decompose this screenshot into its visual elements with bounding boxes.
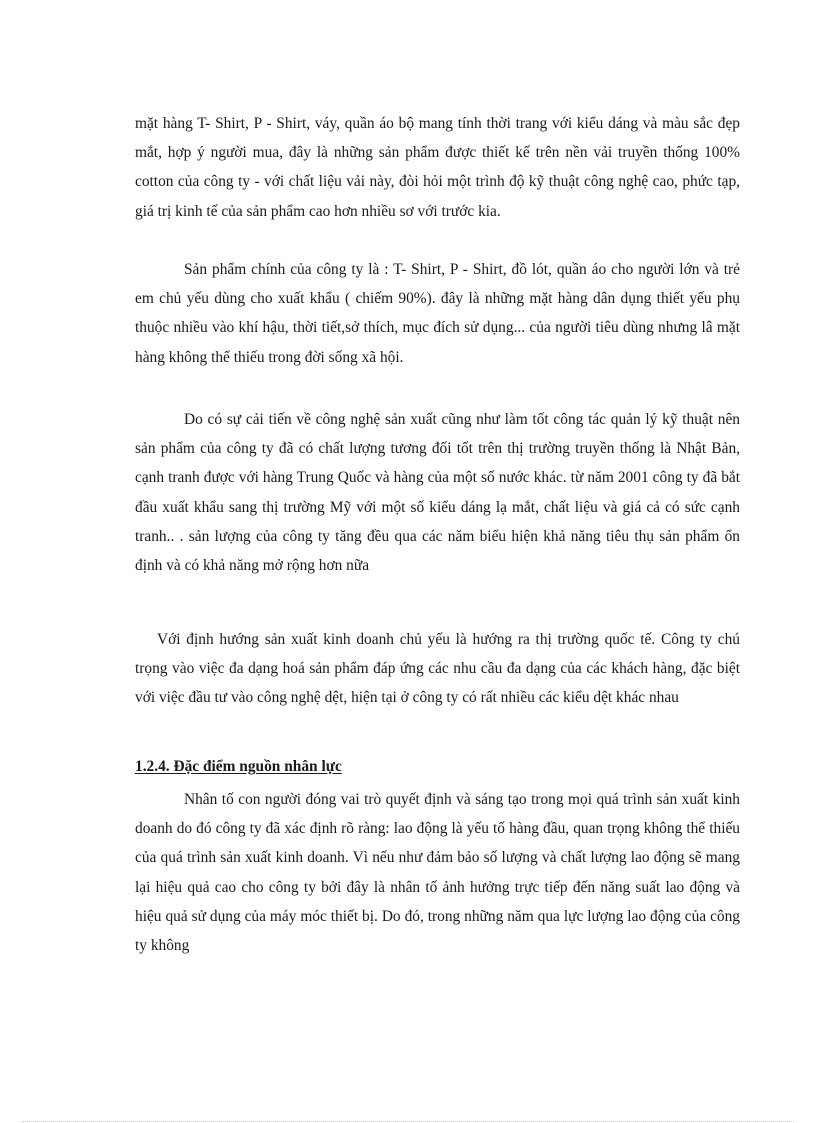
paragraph-text: mặt hàng T- Shirt, P - Shirt, váy, quần áo bộ mang tính thời trang với kiểu dáng và màu sắc đẹp mắt, hợp ý người mua, đây là những sản phẩm được thiết kế trên nền vải truyền thống 100% cotton của công ty - với chất liệu vải này, đòi hỏi một trình độ kỹ thuật công nghệ cao, phức tạp, giá trị kinh tế của sản phẩm cao hơn nhiều sơ với trước kia.	[135, 115, 740, 220]
section-paragraph	[135, 785, 740, 960]
paragraph-text: Nhân tố con người đóng vai trò quyết định và sáng tạo trong mọi quá trình sản xuất kinh doanh do đó công ty đã xác định rõ ràng: lao động là yếu tố hàng đầu, quan trọng không thể thiếu của quá trình sản xuất kinh doanh. Vì nếu như đảm bảo số lượng và chất lượng lao động sẽ mang lại hiệu quả cao cho công ty bởi đây là nhân tố ảnh hưởng trực tiếp đến năng suất lao động và hiệu quả sử dụng của máy móc thiết bị. Do đó, trong những năm qua lực lượng lao động của công ty không	[135, 791, 740, 955]
paragraph-text: Sản phẩm chính của công ty là : T- Shirt, P - Shirt, đồ lót, quần áo cho người lớn và trẻ em chủ yếu dùng cho xuất khẩu ( chiếm 90%). đây là những mặt hàng dân dụng thiết yếu phụ thuộc nhiều vào khí hậu, thời tiết,sở thích, mục đích sử dụng... của người tiêu dùng nhưng lâ mặt hàng không thể thiếu trong đời sống xã hội.	[135, 261, 740, 366]
section-heading: 1.2.4. Đặc điểm nguồn nhân lực	[135, 758, 342, 775]
paragraph-text: Do có sự cải tiến về công nghệ sản xuất cũng như làm tốt công tác quản lý kỹ thuật nên sản phẩm của công ty đã có chất lượng tương đối tốt trên thị trường truyền thống là Nhật Bản, cạnh tranh được với hàng Trung Quốc và hàng của một số nước khác. từ năm 2001 công ty đã bắt đầu xuất khẩu sang thị trường Mỹ với một số kiểu dáng lạ mắt, chất liệu và giá cả có sức cạnh tranh.. . sản lượng của công ty tăng đều qua các năm biểu hiện khả năng tiêu thụ sản phẩm ổn định và có khả năng mở rộng hơn nữa	[135, 411, 740, 575]
paragraph-text: Với định hướng sản xuất kinh doanh chủ yếu là hướng ra thị trường quốc tế. Công ty chú trọng vào việc đa dạng hoá sản phẩm đáp ứng các nhu cầu đa dạng của các khách hàng, đặc biệt với việc đầu tư vào công nghệ dệt, hiện tại ở công ty có rất nhiều các kiểu dệt khác nhau	[135, 631, 740, 707]
body-paragraph	[135, 625, 740, 713]
body-paragraph	[135, 109, 740, 226]
body-paragraph	[135, 405, 740, 580]
body-paragraph	[135, 255, 740, 372]
page-bottom-rule	[22, 1121, 794, 1122]
